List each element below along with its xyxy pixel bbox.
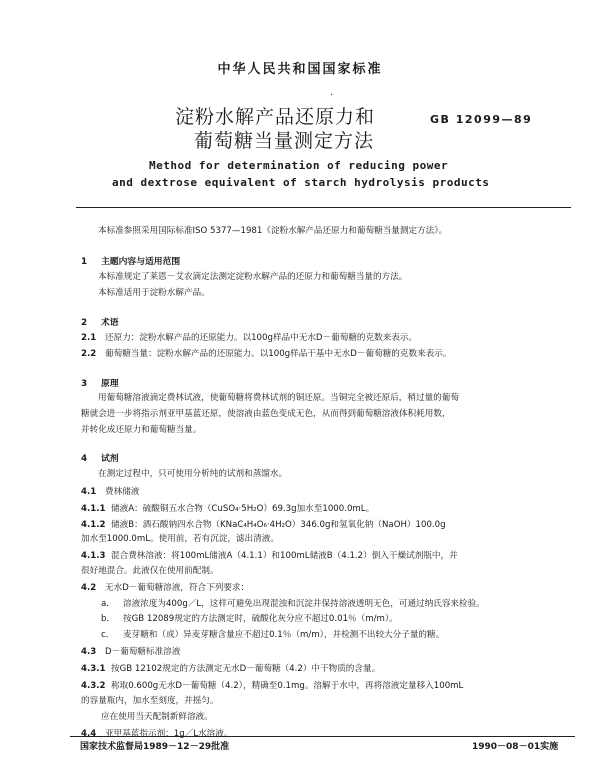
clause-4-2	[81, 583, 249, 594]
clause-number: 4.3.1	[81, 664, 106, 674]
clause-text: 混合费林溶液：将100mL储液A（4.1.1）和100mL储液B（4.1.2）倒入干燥试剂瓶中，并	[111, 551, 458, 561]
implementation-date: 1990－08－01实施	[472, 742, 559, 752]
english-title-line-2: and dextrose equivalent of starch hydrolysis products	[112, 176, 490, 189]
clause-4-3	[81, 647, 180, 658]
item-c	[101, 630, 444, 641]
clause-number: 4.1	[81, 487, 97, 497]
section-number: 4	[81, 454, 88, 464]
item-text: 溶液浓度为400g／L，这样可避免出现混浊和沉淀并保持溶液透明无色，可通过纳氏容来检验。	[123, 599, 485, 609]
clause-text: 费林储液	[105, 487, 140, 497]
decorative-dot: ·	[330, 90, 334, 101]
section-1-para-2: 本标准适用于淀粉水解产品。	[98, 288, 210, 298]
section-title: 原理	[101, 379, 119, 389]
section-number: 2	[81, 318, 88, 328]
clause-number: 4.3	[81, 647, 97, 657]
section-3-line-1: 用葡萄糖溶液滴定费林试液，使葡萄糖将费林试剂的铜还原。当铜完全被还原后，稍过量的葡萄	[98, 393, 459, 403]
clause-4-1-1	[81, 504, 374, 515]
clause-number: 2.1	[81, 333, 97, 343]
section-number: 1	[81, 257, 88, 267]
clause-4-3-1	[81, 664, 380, 675]
clause-number: 4.3.2	[81, 681, 106, 691]
english-title-line-1: Method for determination of reducing power	[149, 159, 449, 172]
clause-number: 4.1.1	[81, 504, 106, 514]
clause-text: 按GB 12102规定的方法测定无水D－葡萄糖（4.2）中干物质的含量。	[111, 664, 381, 674]
item-text: 麦芽糖和（或）异麦芽糖含量应不超过0.1％（m/m），并检测不出较大分子量的糖。	[123, 630, 445, 640]
title-line-1: 淀粉水解产品还原力和	[175, 106, 376, 128]
clause-text: 还原力：淀粉水解产品的还原能力。以100g样品中无水D－葡萄糖的克数来表示。	[105, 333, 418, 343]
clause-4-1-2	[81, 520, 446, 531]
section-title: 试剂	[101, 454, 119, 464]
clause-number: 4.1.3	[81, 551, 106, 561]
clause-text: D－葡萄糖标准溶液	[105, 647, 181, 657]
section-2-heading	[81, 315, 119, 328]
section-title: 主题内容与适用范围	[101, 257, 181, 267]
clause-4-1-3-cont: 很好地混合。此液仅在使用前配制。	[81, 566, 219, 576]
section-3-heading	[81, 376, 119, 389]
clause-2-1	[81, 333, 417, 344]
clause-4-1-2-cont: 加水至1000.0mL。使用前，若有沉淀，滤出清液。	[81, 534, 279, 544]
item-label: a．	[101, 599, 115, 609]
intro-paragraph: 本标准参照采用国际标准ISO 5377—1981《淀粉水解产品还原力和葡萄糖当量测定方法》。	[98, 226, 448, 236]
clause-text: 葡萄糖当量：淀粉水解产品的还原能力。以100g样品干基中无水D－葡萄糖的克数来表示。	[105, 349, 452, 359]
approval-date: 国家技术监督局1989－12－29批准	[80, 742, 230, 752]
clause-4-3-2	[81, 681, 463, 692]
section-title: 术语	[101, 318, 119, 328]
clause-number: 4.2	[81, 583, 97, 593]
clause-4-3-2-cont: 的容量瓶内，加水至刻度，并摇匀。	[81, 696, 219, 706]
item-label: c．	[101, 630, 115, 640]
section-3-line-3: 并转化成还原力和葡萄糖当量。	[81, 425, 202, 435]
clause-text: 亚甲基蓝指示剂：1g／L水溶液。	[105, 729, 233, 739]
clause-4-1-3	[81, 551, 458, 562]
section-3-line-2: 糖就会进一步将指示剂亚甲基蓝还原，使溶液由蓝色变成无色，从而得到葡萄糖溶液体积耗用数，	[81, 409, 451, 419]
clause-text: 储液A：硫酸铜五水合物（CuSO₄·5H₂O）69.3g加水至1000.0mL。	[111, 504, 375, 514]
title-divider	[76, 207, 571, 208]
section-number: 3	[81, 379, 88, 389]
item-label: b．	[101, 614, 116, 624]
section-4-heading	[81, 451, 119, 464]
clause-text: 称取0.600g无水D－葡萄糖（4.2），精确至0.1mg。溶解于水中，再将溶液定量移入100mL	[111, 681, 464, 691]
clause-4-1	[81, 487, 139, 498]
item-a	[101, 599, 485, 610]
clause-2-2	[81, 349, 451, 360]
section-4-intro: 在测定过程中，只可使用分析纯的试剂和蒸馏水。	[98, 469, 288, 479]
section-1-para-1: 本标准规定了莱恩－艾农滴定法测定淀粉水解产品的还原力和葡萄糖当量的方法。	[98, 272, 408, 282]
clause-text: 无水D－葡萄糖溶液，符合下列要求：	[105, 583, 250, 593]
item-text: 按GB 12089规定的方法测定时，硫酸化灰分应不超过0.01％（m/m）。	[123, 614, 398, 624]
publisher-header: 中华人民共和国国家标准	[217, 62, 383, 77]
item-b	[101, 614, 398, 625]
clause-4-3-2-note: 应在使用当天配制新鲜溶液。	[101, 712, 213, 722]
clause-number: 4.1.2	[81, 520, 106, 530]
clause-text: 储液B：酒石酸钠四水合物（KNaC₄H₄O₆·4H₂O）346.0g和氢氧化钠（NaOH）100.0g	[111, 520, 446, 530]
title-line-2: 葡萄糖当量测定方法	[194, 130, 375, 152]
section-1-heading	[81, 254, 180, 267]
standard-number: GB 12099—89	[430, 113, 533, 126]
clause-number: 2.2	[81, 349, 97, 359]
clause-number: 4.4	[81, 729, 97, 739]
footer-divider	[70, 736, 575, 737]
